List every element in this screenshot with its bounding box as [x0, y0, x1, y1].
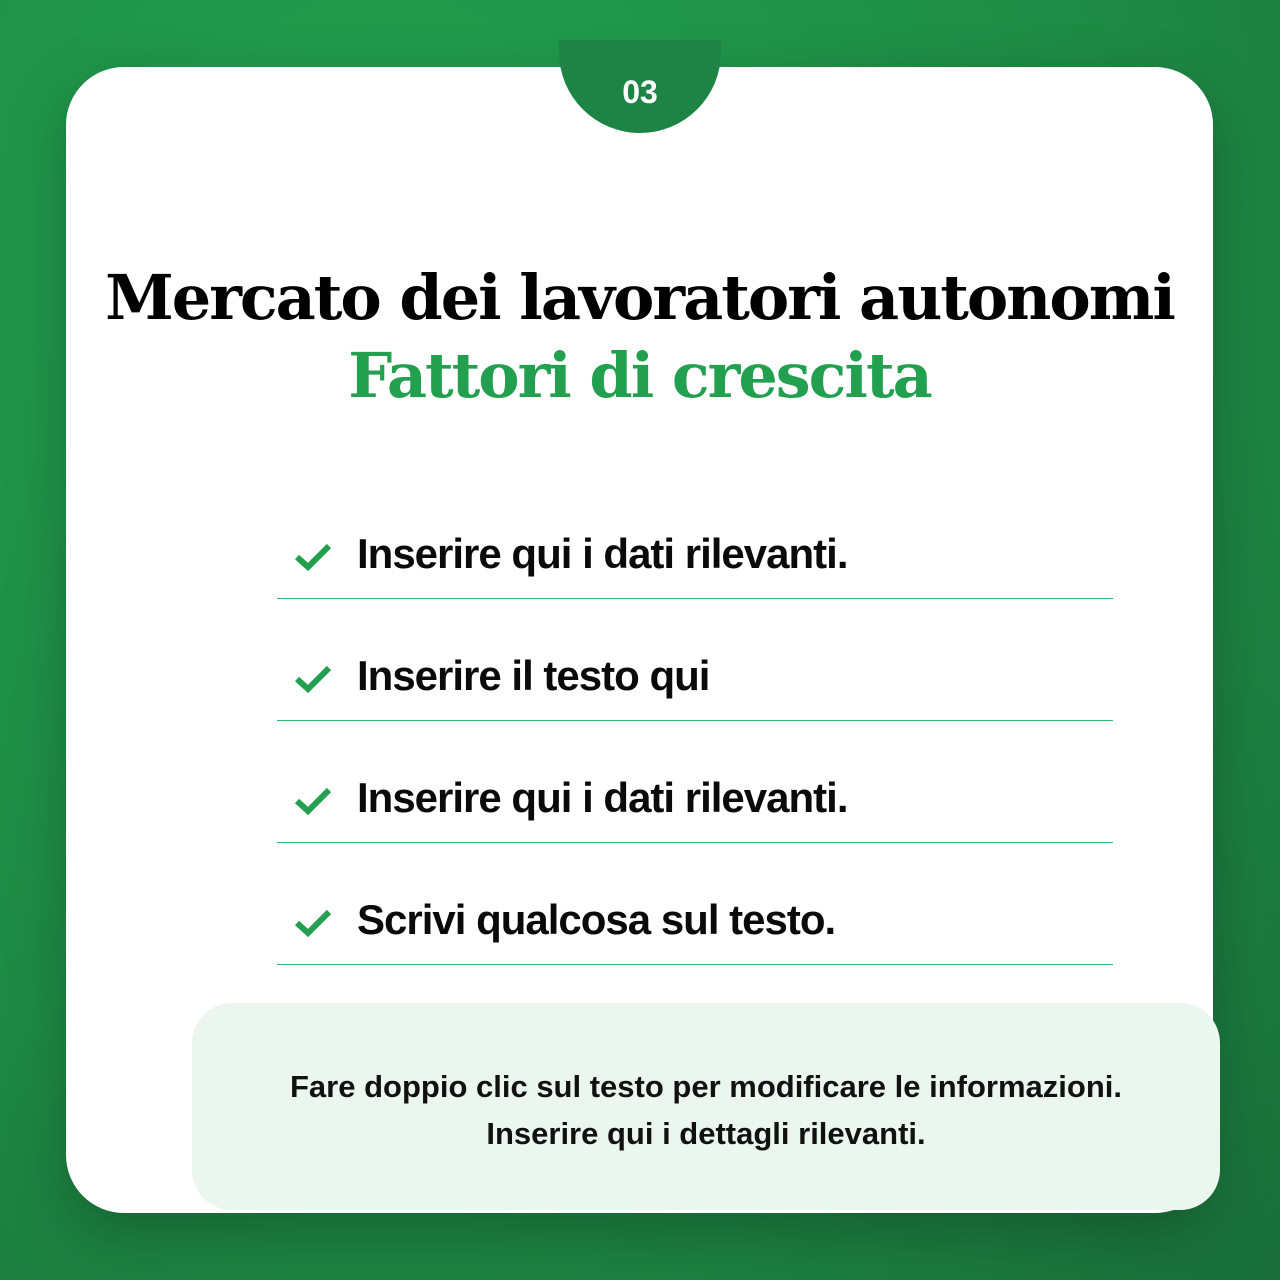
list-item: [277, 599, 1113, 721]
info-note: [192, 1003, 1220, 1210]
title-main: Mercato dei lavoratori autonomi: [105, 261, 1174, 334]
checklist: [277, 477, 1113, 965]
list-item: [277, 843, 1113, 965]
check-icon: [293, 780, 333, 820]
list-item-label: Scrivi qualcosa sul testo.: [357, 896, 836, 943]
list-item: [277, 721, 1113, 843]
note-line-1: Fare doppio clic sul testo per modificare le informazioni.: [290, 1069, 1122, 1104]
list-item: [277, 477, 1113, 599]
check-icon: [293, 658, 333, 698]
check-icon: [293, 902, 333, 942]
content-card: [66, 67, 1213, 1213]
page-title: [66, 259, 1213, 415]
title-subtitle: Fattori di crescita: [348, 339, 931, 412]
list-item-label: Inserire qui i dati rilevanti.: [357, 774, 848, 821]
check-icon: [293, 536, 333, 576]
list-item-label: Inserire il testo qui: [357, 652, 710, 699]
note-line-2: Inserire qui i dettagli rilevanti.: [486, 1116, 926, 1151]
list-item-label: Inserire qui i dati rilevanti.: [357, 530, 848, 577]
page-number-badge: 03: [559, 40, 721, 133]
